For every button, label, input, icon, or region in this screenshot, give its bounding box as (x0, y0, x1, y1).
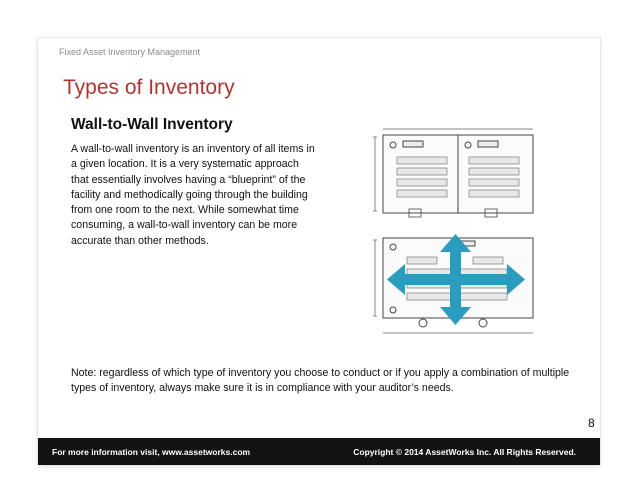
slide-header (38, 38, 600, 63)
header-title: Fixed Asset Inventory Management (59, 47, 201, 57)
slide (38, 38, 600, 465)
body-paragraph: A wall-to-wall inventory is an inventory of all items in a given location. It is a very systematic approach that essentially involves having a “blueprint” of the facility and methodically going through the building from one room to the next. While somewhat time consuming, a wall-to-wall inventory can be more accurate than other methods. (71, 143, 315, 247)
footer-website-text: For more information visit, www.assetworks.com (52, 447, 251, 457)
footer-bar (38, 438, 600, 465)
slide-title: Types of Inventory (63, 76, 235, 99)
section-subtitle: Wall-to-Wall Inventory (71, 116, 233, 133)
footer-copyright-text: Copyright © 2014 AssetWorks Inc. All Rights Reserved. (353, 447, 576, 457)
page-number: 8 (588, 416, 595, 430)
floor-plan-image (363, 123, 543, 345)
note-paragraph: Note: regardless of which type of inventory you choose to conduct or if you apply a combination of multiple types of inventory, always make sure it is in compliance with your auditor’s needs. (71, 367, 570, 395)
